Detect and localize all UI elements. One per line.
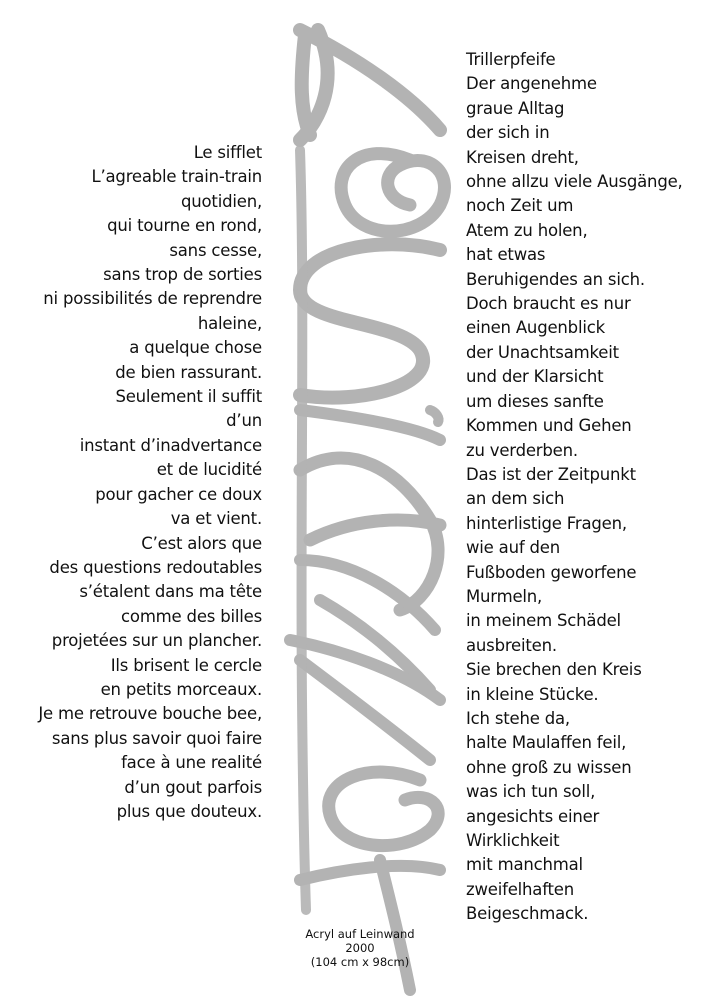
poem-line: ohne groß zu wissen [466,757,632,777]
poem-line: Beigeschmack. [466,904,589,924]
poem-line: a quelque chose [129,338,262,358]
poem-line: graue Alltag [466,98,565,118]
poem-line: der sich in [466,123,550,143]
poem-line: plus que douteux. [116,801,262,821]
poem-line: d’un [226,411,262,431]
poem-line: Kommen und Gehen [466,416,632,436]
poem-line: ausbreiten. [466,635,557,655]
german-poem [466,48,683,927]
poem-line: wie auf den [466,538,560,558]
caption-year: 2000 [345,941,375,955]
poem-line: quotidien, [181,191,262,211]
poem-line: instant d’inadvertance [79,435,262,455]
poem-line: pour gacher ce doux [95,484,262,504]
poem-line: an dem sich [466,489,565,509]
poem-line: ohne allzu viele Ausgänge, [466,172,683,192]
caption-dimensions: (104 cm x 98cm) [310,955,410,969]
poem-line: in meinem Schädel [466,611,621,631]
brush-stroke [290,640,440,760]
poem-line: Sie brechen den Kreis [466,660,642,680]
poem-line: einen Augenblick [466,318,605,338]
poem-line: noch Zeit um [466,196,574,216]
poem-line: haleine, [197,313,262,333]
poem-line: en petits morceaux. [100,679,262,699]
brush-stroke [300,30,440,140]
poem-line: und der Klarsicht [466,367,604,387]
brush-stroke [300,458,440,610]
poem-line: comme des billes [121,606,262,626]
poem-line: va et vient. [170,509,262,529]
poem-line: C’est alors que [141,533,262,553]
poem-line: L’agreable train-train [91,167,262,187]
poem-line: Je me retrouve bouche bee, [38,704,262,724]
brush-stroke [300,150,306,910]
poem-line: Ils brisent le cercle [110,655,262,675]
poem-line: d’un gout parfois [124,777,262,797]
poem-line: mit manchmal [466,855,583,875]
poem-line: sans trop de sorties [103,265,262,285]
french-poem [38,141,262,824]
brush-stroke [341,154,444,232]
poem-line: Trillerpfeife [466,50,556,69]
poem-line: de bien rassurant. [115,362,262,382]
poem-line: face à une realité [121,753,262,773]
poem-line: des questions redoutables [49,557,262,577]
poem-line: Kreisen dreht, [466,147,579,167]
poem-line: s’étalent dans ma tête [79,582,262,602]
brush-stroke [300,860,440,990]
caption-medium: Acryl auf Leinwand [305,927,415,941]
poem-line: Der angenehme [466,74,597,94]
poem-line: um dieses sanfte [466,391,604,411]
brush-stroke [300,244,440,397]
poem-line: ni possibilités de reprendre [43,289,262,309]
poem-line: hat etwas [466,245,546,265]
poem-line: et de lucidité [156,460,262,480]
poem-line: angesichts einer [466,806,600,826]
calligraphy-strokes [290,30,444,990]
brush-stroke [329,772,438,846]
poem-line: Ich stehe da, [466,708,570,728]
poem-line: der Unachtsamkeit [466,342,619,362]
poem-line: Wirklichkeit [466,831,560,850]
poem-line: was ich tun soll, [466,782,596,802]
poem-line: Atem zu holen, [466,220,588,240]
poem-line: halte Maulaffen feil, [466,733,627,753]
poem-line: Beruhigendes an sich. [466,269,645,289]
poem-line: hinterlistige Fragen, [466,513,627,533]
poem-line: Seulement il suffit [115,387,262,407]
poem-line: zu verderben. [466,440,578,460]
poem-line: in kleine Stücke. [466,684,599,704]
poem-line: qui tourne en rond, [107,216,262,236]
poem-line: Fußboden geworfene [466,562,637,582]
poem-line: Le sifflet [193,143,262,162]
poem-line: Murmeln, [466,586,543,606]
poem-line: sans plus savoir quoi faire [51,728,262,748]
poem-line: projetées sur un plancher. [51,631,262,651]
artwork-caption [280,927,440,969]
poem-line: sans cesse, [169,240,262,260]
poem-line: Doch braucht es nur [466,294,631,314]
brush-stroke [300,410,440,440]
poem-line: zweifelhaften [466,879,575,899]
poem-line: Das ist der Zeitpunkt [466,464,636,484]
brush-stroke [430,410,439,422]
